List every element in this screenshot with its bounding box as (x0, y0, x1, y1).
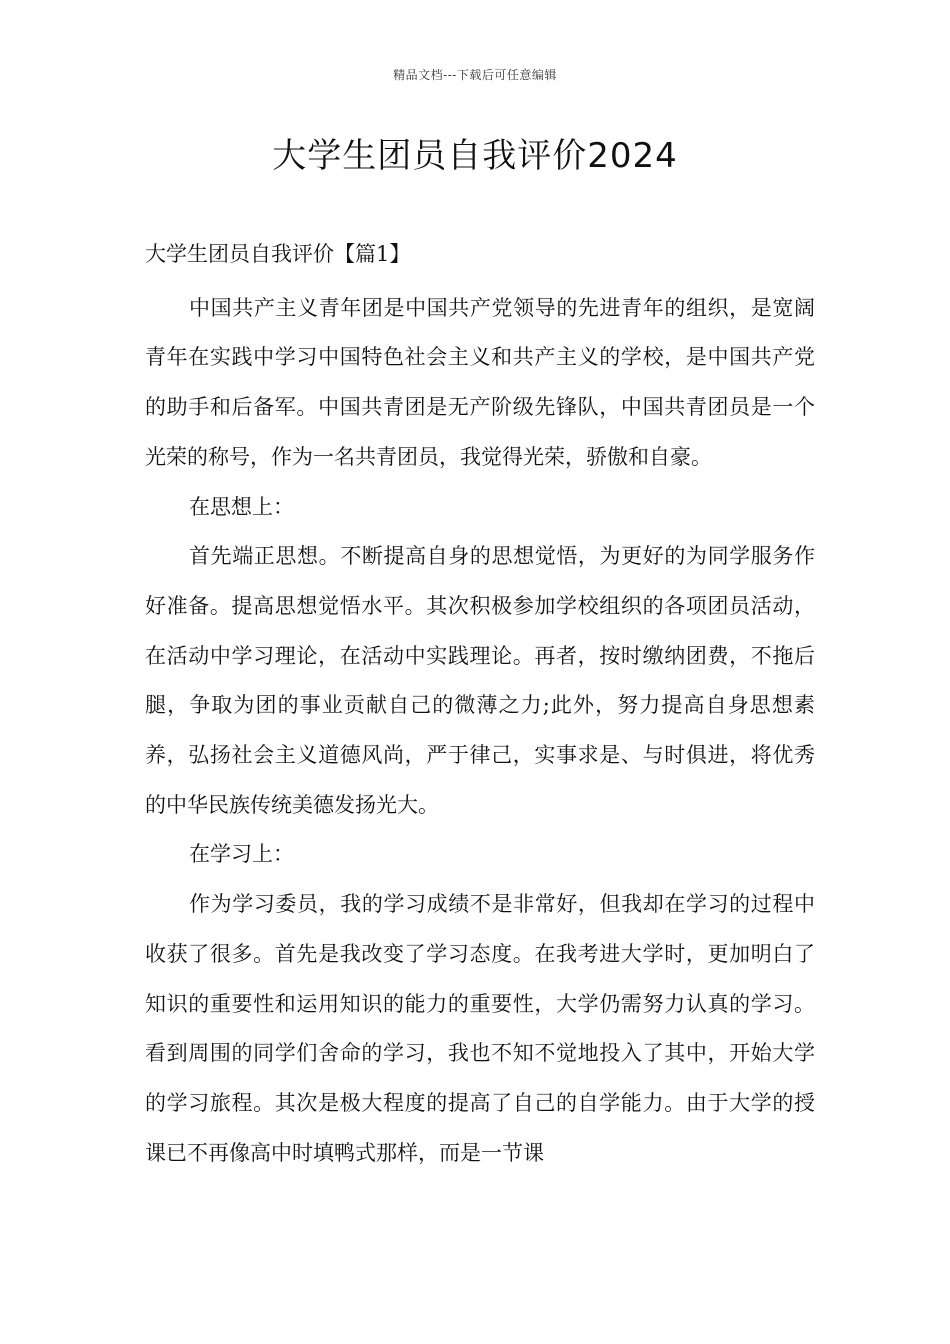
subheading-study: 在学习上： (189, 842, 294, 867)
subheading-thought: 在思想上： (189, 494, 294, 519)
section-heading: 大学生团员自我评价【篇1】 (145, 242, 411, 266)
paragraph-intro: 中国共产主义青年团是中国共产党领导的先进青年的组织，是宽阔青年在实践中学习中国特色社会主义和共产主义的学校，是中国共产党的助手和后备军。中国共青团是无产阶级先锋队，中国共青团员是一个光荣的称号，作为一名共青团员，我觉得光荣，骄傲和自豪。 (145, 295, 815, 469)
document-body (145, 230, 815, 1178)
paragraph-thought: 首先端正思想。不断提高自身的思想觉悟，为更好的为同学服务作好准备。提高思想觉悟水平。其次积极参加学校组织的各项团员活动，在活动中学习理论，在活动中实践理论。再者，按时缴纳团费，不拖后腿，争取为团的事业贡献自己的微薄之力;此外，努力提高自身思想素养，弘扬社会主义道德风尚，严于律己，实事求是、与时俱进，将优秀的中华民族传统美德发扬光大。 (145, 544, 815, 817)
header-note: 精品文档---下载后可任意编辑 (393, 68, 557, 82)
paragraph-study: 作为学习委员，我的学习成绩不是非常好，但我却在学习的过程中收获了很多。首先是我改变了学习态度。在我考进大学时，更加明白了知识的重要性和运用知识的能力的重要性，大学仍需努力认真的学习。看到周围的同学们舍命的学习，我也不知不觉地投入了其中，开始大学的学习旅程。其次是极大程度的提高了自己的自学能力。由于大学的授课已不再像高中时填鸭式那样，而是一节课 (145, 892, 815, 1165)
document-title: 大学生团员自我评价2024 (272, 136, 678, 176)
